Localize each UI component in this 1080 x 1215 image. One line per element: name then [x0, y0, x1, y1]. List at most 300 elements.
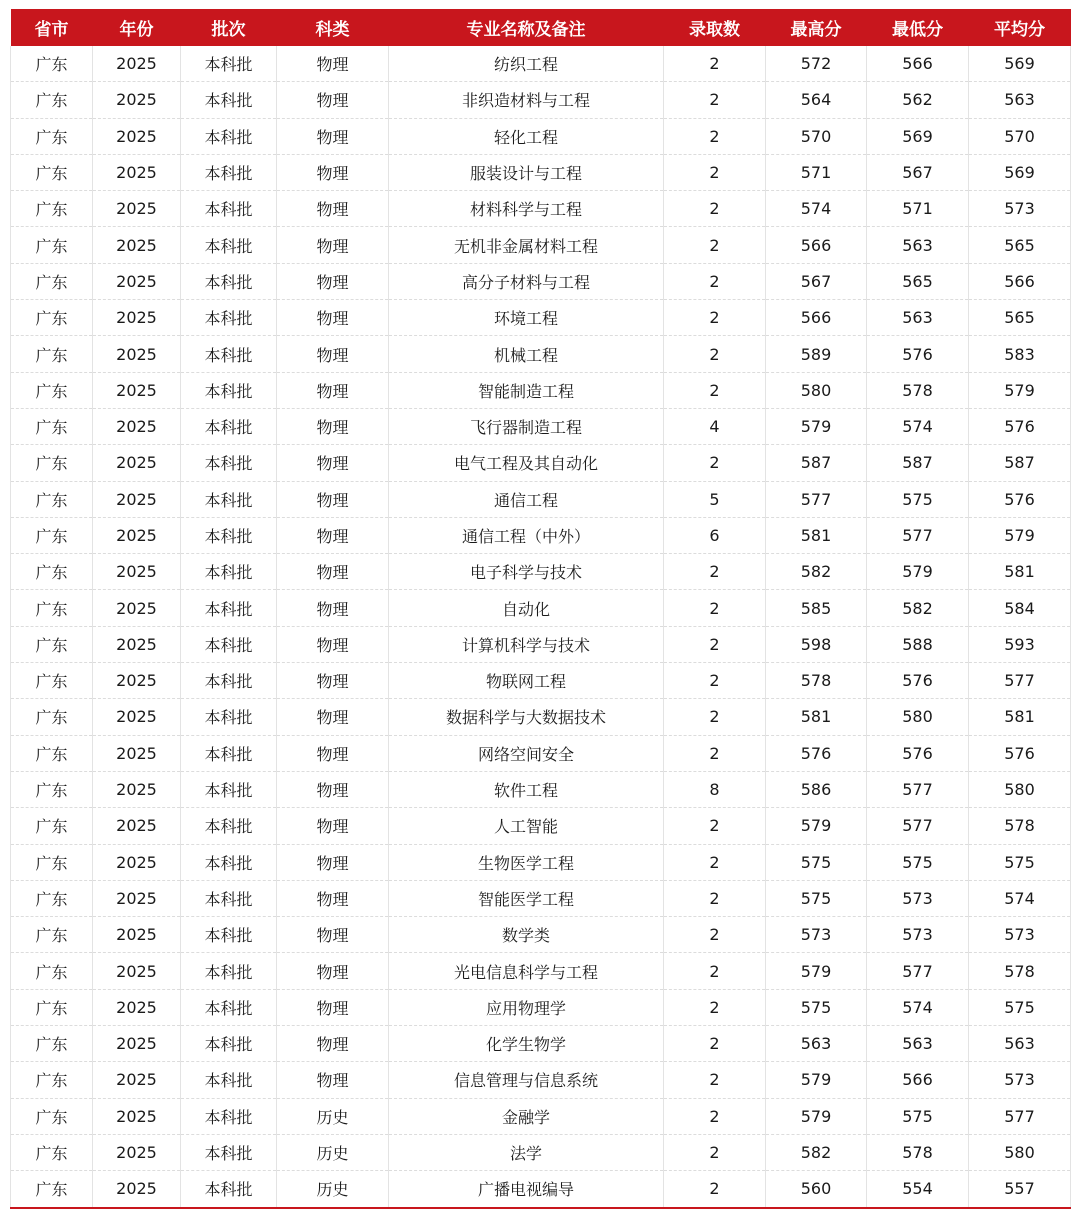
cell-max-score: 566	[766, 300, 867, 336]
cell-admitted-count: 2	[664, 590, 766, 626]
cell-major: 人工智能	[389, 808, 664, 844]
cell-year: 2025	[93, 481, 181, 517]
cell-year: 2025	[93, 590, 181, 626]
cell-province: 广东	[11, 336, 93, 372]
cell-batch: 本科批	[181, 590, 277, 626]
cell-batch: 本科批	[181, 808, 277, 844]
header-max-score: 最高分	[766, 9, 867, 46]
cell-batch: 本科批	[181, 1098, 277, 1134]
cell-avg-score: 580	[969, 771, 1071, 807]
cell-admitted-count: 2	[664, 300, 766, 336]
cell-major: 材料科学与工程	[389, 191, 664, 227]
cell-min-score: 566	[867, 46, 969, 82]
table-row	[11, 880, 1071, 916]
table-row	[11, 663, 1071, 699]
cell-year: 2025	[93, 191, 181, 227]
header-major: 专业名称及备注	[389, 9, 664, 46]
cell-avg-score: 593	[969, 626, 1071, 662]
cell-avg-score: 577	[969, 663, 1071, 699]
cell-avg-score: 563	[969, 82, 1071, 118]
cell-province: 广东	[11, 880, 93, 916]
cell-province: 广东	[11, 808, 93, 844]
cell-avg-score: 583	[969, 336, 1071, 372]
cell-major: 软件工程	[389, 771, 664, 807]
cell-major: 网络空间安全	[389, 735, 664, 771]
table-row	[11, 408, 1071, 444]
cell-avg-score: 581	[969, 699, 1071, 735]
cell-year: 2025	[93, 46, 181, 82]
cell-min-score: 563	[867, 227, 969, 263]
cell-subject: 物理	[277, 191, 389, 227]
cell-max-score: 575	[766, 844, 867, 880]
cell-min-score: 576	[867, 336, 969, 372]
cell-min-score: 575	[867, 1098, 969, 1134]
cell-major: 通信工程（中外）	[389, 517, 664, 553]
cell-province: 广东	[11, 263, 93, 299]
cell-major: 广播电视编导	[389, 1171, 664, 1208]
cell-year: 2025	[93, 82, 181, 118]
cell-subject: 物理	[277, 953, 389, 989]
cell-batch: 本科批	[181, 118, 277, 154]
cell-max-score: 572	[766, 46, 867, 82]
cell-avg-score: 569	[969, 154, 1071, 190]
cell-subject: 物理	[277, 626, 389, 662]
cell-major: 通信工程	[389, 481, 664, 517]
cell-batch: 本科批	[181, 445, 277, 481]
cell-subject: 物理	[277, 917, 389, 953]
cell-admitted-count: 2	[664, 735, 766, 771]
cell-min-score: 554	[867, 1171, 969, 1208]
cell-min-score: 563	[867, 300, 969, 336]
cell-min-score: 573	[867, 917, 969, 953]
cell-avg-score: 557	[969, 1171, 1071, 1208]
cell-min-score: 578	[867, 372, 969, 408]
cell-batch: 本科批	[181, 227, 277, 263]
cell-avg-score: 576	[969, 408, 1071, 444]
table-row	[11, 953, 1071, 989]
cell-avg-score: 580	[969, 1134, 1071, 1170]
cell-major: 高分子材料与工程	[389, 263, 664, 299]
cell-year: 2025	[93, 771, 181, 807]
cell-batch: 本科批	[181, 481, 277, 517]
cell-max-score: 576	[766, 735, 867, 771]
cell-province: 广东	[11, 1026, 93, 1062]
table-row	[11, 1062, 1071, 1098]
cell-batch: 本科批	[181, 1134, 277, 1170]
cell-major: 智能制造工程	[389, 372, 664, 408]
cell-batch: 本科批	[181, 154, 277, 190]
cell-batch: 本科批	[181, 699, 277, 735]
cell-year: 2025	[93, 880, 181, 916]
cell-year: 2025	[93, 372, 181, 408]
cell-max-score: 577	[766, 481, 867, 517]
table-row	[11, 227, 1071, 263]
cell-admitted-count: 2	[664, 118, 766, 154]
table-row	[11, 1134, 1071, 1170]
cell-max-score: 589	[766, 336, 867, 372]
table-row	[11, 808, 1071, 844]
cell-subject: 物理	[277, 263, 389, 299]
cell-province: 广东	[11, 372, 93, 408]
cell-subject: 物理	[277, 154, 389, 190]
cell-major: 生物医学工程	[389, 844, 664, 880]
table-row	[11, 445, 1071, 481]
cell-province: 广东	[11, 844, 93, 880]
cell-year: 2025	[93, 300, 181, 336]
cell-subject: 物理	[277, 445, 389, 481]
cell-max-score: 570	[766, 118, 867, 154]
cell-max-score: 598	[766, 626, 867, 662]
cell-batch: 本科批	[181, 1026, 277, 1062]
table-row	[11, 118, 1071, 154]
cell-subject: 物理	[277, 554, 389, 590]
cell-province: 广东	[11, 989, 93, 1025]
cell-subject: 物理	[277, 771, 389, 807]
cell-batch: 本科批	[181, 917, 277, 953]
cell-major: 轻化工程	[389, 118, 664, 154]
cell-admitted-count: 2	[664, 191, 766, 227]
admission-scores-table-container	[10, 9, 1070, 1209]
cell-year: 2025	[93, 844, 181, 880]
cell-subject: 物理	[277, 590, 389, 626]
table-row	[11, 844, 1071, 880]
cell-min-score: 580	[867, 699, 969, 735]
cell-max-score: 585	[766, 590, 867, 626]
cell-year: 2025	[93, 1062, 181, 1098]
cell-admitted-count: 2	[664, 953, 766, 989]
cell-batch: 本科批	[181, 1171, 277, 1208]
cell-avg-score: 584	[969, 590, 1071, 626]
cell-min-score: 576	[867, 735, 969, 771]
table-row	[11, 699, 1071, 735]
table-row	[11, 336, 1071, 372]
cell-major: 电子科学与技术	[389, 554, 664, 590]
cell-year: 2025	[93, 227, 181, 263]
cell-admitted-count: 2	[664, 46, 766, 82]
cell-admitted-count: 2	[664, 336, 766, 372]
cell-major: 非织造材料与工程	[389, 82, 664, 118]
cell-batch: 本科批	[181, 336, 277, 372]
cell-year: 2025	[93, 118, 181, 154]
cell-max-score: 560	[766, 1171, 867, 1208]
cell-year: 2025	[93, 663, 181, 699]
cell-admitted-count: 2	[664, 1098, 766, 1134]
cell-max-score: 580	[766, 372, 867, 408]
cell-year: 2025	[93, 808, 181, 844]
cell-year: 2025	[93, 1026, 181, 1062]
cell-major: 电气工程及其自动化	[389, 445, 664, 481]
cell-subject: 物理	[277, 118, 389, 154]
header-avg-score: 平均分	[969, 9, 1071, 46]
cell-major: 数学类	[389, 917, 664, 953]
cell-province: 广东	[11, 590, 93, 626]
cell-province: 广东	[11, 227, 93, 263]
cell-min-score: 582	[867, 590, 969, 626]
cell-admitted-count: 2	[664, 82, 766, 118]
cell-min-score: 574	[867, 989, 969, 1025]
cell-admitted-count: 2	[664, 263, 766, 299]
cell-subject: 物理	[277, 82, 389, 118]
cell-admitted-count: 2	[664, 663, 766, 699]
cell-subject: 物理	[277, 336, 389, 372]
cell-avg-score: 573	[969, 1062, 1071, 1098]
cell-max-score: 575	[766, 880, 867, 916]
cell-province: 广东	[11, 82, 93, 118]
cell-admitted-count: 8	[664, 771, 766, 807]
cell-max-score: 574	[766, 191, 867, 227]
cell-major: 自动化	[389, 590, 664, 626]
table-row	[11, 191, 1071, 227]
cell-major: 信息管理与信息系统	[389, 1062, 664, 1098]
cell-max-score: 567	[766, 263, 867, 299]
cell-province: 广东	[11, 300, 93, 336]
cell-year: 2025	[93, 989, 181, 1025]
cell-admitted-count: 2	[664, 626, 766, 662]
cell-year: 2025	[93, 336, 181, 372]
cell-province: 广东	[11, 1062, 93, 1098]
cell-max-score: 579	[766, 1062, 867, 1098]
header-admitted-count: 录取数	[664, 9, 766, 46]
cell-province: 广东	[11, 445, 93, 481]
cell-year: 2025	[93, 699, 181, 735]
table-body	[11, 46, 1071, 1208]
cell-min-score: 562	[867, 82, 969, 118]
cell-province: 广东	[11, 735, 93, 771]
cell-avg-score: 573	[969, 917, 1071, 953]
cell-batch: 本科批	[181, 735, 277, 771]
cell-admitted-count: 2	[664, 1134, 766, 1170]
cell-min-score: 567	[867, 154, 969, 190]
cell-avg-score: 574	[969, 880, 1071, 916]
cell-avg-score: 578	[969, 808, 1071, 844]
table-row	[11, 1098, 1071, 1134]
cell-batch: 本科批	[181, 517, 277, 553]
cell-year: 2025	[93, 626, 181, 662]
table-row	[11, 554, 1071, 590]
cell-admitted-count: 6	[664, 517, 766, 553]
cell-admitted-count: 2	[664, 844, 766, 880]
cell-year: 2025	[93, 735, 181, 771]
cell-admitted-count: 2	[664, 1171, 766, 1208]
table-row	[11, 46, 1071, 82]
cell-avg-score: 573	[969, 191, 1071, 227]
cell-major: 飞行器制造工程	[389, 408, 664, 444]
cell-max-score: 566	[766, 227, 867, 263]
cell-admitted-count: 5	[664, 481, 766, 517]
cell-min-score: 575	[867, 481, 969, 517]
cell-year: 2025	[93, 1134, 181, 1170]
cell-min-score: 587	[867, 445, 969, 481]
cell-subject: 物理	[277, 699, 389, 735]
table-row	[11, 989, 1071, 1025]
cell-admitted-count: 2	[664, 808, 766, 844]
cell-year: 2025	[93, 445, 181, 481]
header-batch: 批次	[181, 9, 277, 46]
cell-subject: 物理	[277, 663, 389, 699]
cell-year: 2025	[93, 517, 181, 553]
cell-subject: 物理	[277, 372, 389, 408]
table-row	[11, 481, 1071, 517]
cell-subject: 物理	[277, 227, 389, 263]
cell-avg-score: 587	[969, 445, 1071, 481]
cell-batch: 本科批	[181, 263, 277, 299]
cell-admitted-count: 2	[664, 1062, 766, 1098]
cell-major: 物联网工程	[389, 663, 664, 699]
cell-province: 广东	[11, 953, 93, 989]
cell-max-score: 578	[766, 663, 867, 699]
table-row	[11, 590, 1071, 626]
cell-min-score: 574	[867, 408, 969, 444]
cell-subject: 物理	[277, 880, 389, 916]
cell-subject: 物理	[277, 989, 389, 1025]
cell-admitted-count: 2	[664, 227, 766, 263]
cell-province: 广东	[11, 1098, 93, 1134]
table-row	[11, 626, 1071, 662]
cell-province: 广东	[11, 408, 93, 444]
cell-avg-score: 566	[969, 263, 1071, 299]
cell-province: 广东	[11, 626, 93, 662]
cell-year: 2025	[93, 154, 181, 190]
cell-min-score: 577	[867, 808, 969, 844]
cell-min-score: 577	[867, 771, 969, 807]
cell-subject: 物理	[277, 46, 389, 82]
cell-max-score: 581	[766, 517, 867, 553]
cell-subject: 历史	[277, 1134, 389, 1170]
cell-batch: 本科批	[181, 82, 277, 118]
cell-min-score: 588	[867, 626, 969, 662]
cell-batch: 本科批	[181, 372, 277, 408]
cell-major: 法学	[389, 1134, 664, 1170]
cell-subject: 物理	[277, 1062, 389, 1098]
cell-admitted-count: 2	[664, 989, 766, 1025]
cell-province: 广东	[11, 46, 93, 82]
cell-batch: 本科批	[181, 408, 277, 444]
table-row	[11, 82, 1071, 118]
cell-subject: 物理	[277, 735, 389, 771]
cell-major: 机械工程	[389, 336, 664, 372]
cell-province: 广东	[11, 1134, 93, 1170]
cell-max-score: 573	[766, 917, 867, 953]
cell-subject: 物理	[277, 481, 389, 517]
cell-max-score: 575	[766, 989, 867, 1025]
cell-min-score: 563	[867, 1026, 969, 1062]
cell-province: 广东	[11, 481, 93, 517]
cell-admitted-count: 4	[664, 408, 766, 444]
cell-subject: 物理	[277, 1026, 389, 1062]
table-header-row	[11, 9, 1071, 46]
cell-province: 广东	[11, 154, 93, 190]
cell-avg-score: 565	[969, 227, 1071, 263]
cell-avg-score: 575	[969, 989, 1071, 1025]
header-province: 省市	[11, 9, 93, 46]
cell-max-score: 582	[766, 554, 867, 590]
table-row	[11, 154, 1071, 190]
cell-max-score: 564	[766, 82, 867, 118]
cell-admitted-count: 2	[664, 1026, 766, 1062]
cell-major: 服装设计与工程	[389, 154, 664, 190]
table-row	[11, 372, 1071, 408]
cell-min-score: 576	[867, 663, 969, 699]
cell-max-score: 579	[766, 808, 867, 844]
cell-avg-score: 576	[969, 481, 1071, 517]
cell-admitted-count: 2	[664, 917, 766, 953]
cell-admitted-count: 2	[664, 554, 766, 590]
cell-province: 广东	[11, 554, 93, 590]
cell-province: 广东	[11, 771, 93, 807]
cell-major: 光电信息科学与工程	[389, 953, 664, 989]
table-row	[11, 517, 1071, 553]
cell-year: 2025	[93, 263, 181, 299]
cell-major: 化学生物学	[389, 1026, 664, 1062]
cell-major: 无机非金属材料工程	[389, 227, 664, 263]
cell-province: 广东	[11, 1171, 93, 1208]
cell-subject: 物理	[277, 844, 389, 880]
cell-major: 应用物理学	[389, 989, 664, 1025]
cell-major: 数据科学与大数据技术	[389, 699, 664, 735]
cell-batch: 本科批	[181, 880, 277, 916]
cell-avg-score: 570	[969, 118, 1071, 154]
cell-min-score: 577	[867, 953, 969, 989]
table-row	[11, 1171, 1071, 1208]
cell-batch: 本科批	[181, 953, 277, 989]
cell-avg-score: 581	[969, 554, 1071, 590]
cell-max-score: 587	[766, 445, 867, 481]
cell-avg-score: 576	[969, 735, 1071, 771]
table-row	[11, 735, 1071, 771]
table-row	[11, 263, 1071, 299]
cell-batch: 本科批	[181, 1062, 277, 1098]
table-row	[11, 1026, 1071, 1062]
cell-province: 广东	[11, 191, 93, 227]
cell-max-score: 579	[766, 1098, 867, 1134]
cell-min-score: 575	[867, 844, 969, 880]
cell-batch: 本科批	[181, 46, 277, 82]
cell-admitted-count: 2	[664, 699, 766, 735]
cell-max-score: 579	[766, 408, 867, 444]
cell-avg-score: 563	[969, 1026, 1071, 1062]
cell-batch: 本科批	[181, 554, 277, 590]
cell-max-score: 571	[766, 154, 867, 190]
cell-province: 广东	[11, 663, 93, 699]
cell-subject: 历史	[277, 1098, 389, 1134]
cell-max-score: 563	[766, 1026, 867, 1062]
cell-major: 纺织工程	[389, 46, 664, 82]
cell-batch: 本科批	[181, 663, 277, 699]
cell-batch: 本科批	[181, 771, 277, 807]
cell-avg-score: 578	[969, 953, 1071, 989]
cell-avg-score: 579	[969, 372, 1071, 408]
cell-avg-score: 575	[969, 844, 1071, 880]
cell-province: 广东	[11, 517, 93, 553]
cell-year: 2025	[93, 408, 181, 444]
cell-year: 2025	[93, 1171, 181, 1208]
cell-major: 环境工程	[389, 300, 664, 336]
cell-year: 2025	[93, 554, 181, 590]
cell-min-score: 571	[867, 191, 969, 227]
cell-batch: 本科批	[181, 300, 277, 336]
cell-year: 2025	[93, 917, 181, 953]
cell-avg-score: 569	[969, 46, 1071, 82]
header-subject: 科类	[277, 9, 389, 46]
cell-year: 2025	[93, 1098, 181, 1134]
cell-admitted-count: 2	[664, 154, 766, 190]
cell-subject: 物理	[277, 808, 389, 844]
cell-batch: 本科批	[181, 844, 277, 880]
cell-major: 智能医学工程	[389, 880, 664, 916]
cell-min-score: 565	[867, 263, 969, 299]
table-row	[11, 300, 1071, 336]
cell-max-score: 582	[766, 1134, 867, 1170]
